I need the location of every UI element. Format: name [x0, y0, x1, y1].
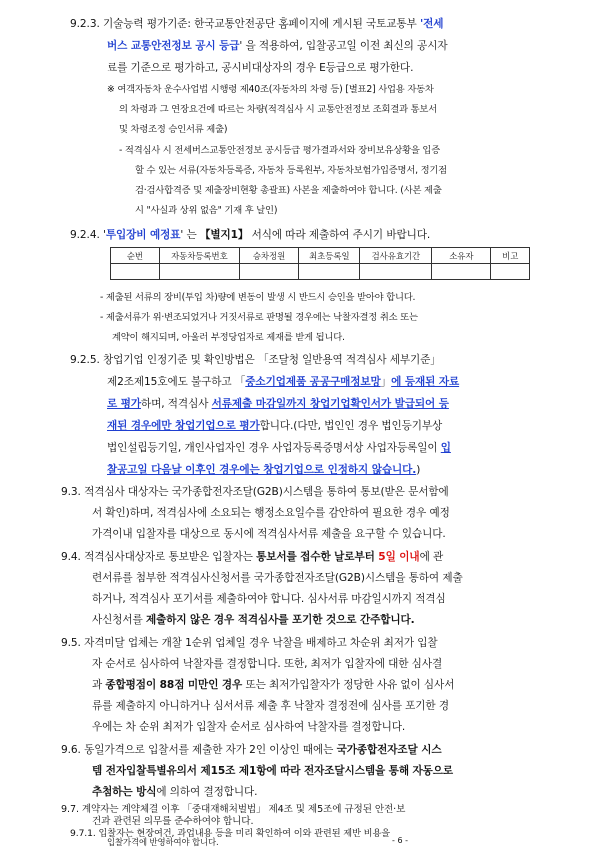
text: 또는 최저가입찰자가 정당한 사유 없이 심사서: [242, 679, 455, 691]
bold-text: 종합평점이 88점 미만인 경우: [105, 679, 243, 691]
section-number: 9.3.: [61, 486, 81, 498]
section-9-2-3-line3: 료를 기준으로 평가하고, 공시비대상자의 경우 E등급으로 평가한다.: [107, 62, 414, 74]
section-9-2-5-line2: [107, 372, 459, 394]
section-9-4-line2: 련서류를 첨부한 적격심사신청서를 국가종합전자조달(G2B)시스템을 통하여 제출: [92, 572, 463, 584]
note-line: - 제출된 서류의 장비(투입 차)량에 변동이 발생 시 반드시 승인을 받아야 합니다.: [100, 292, 416, 303]
section-9-3-line2: 서 확인)하며, 적격심사에 소요되는 행정소요일수를 감안하여 필요한 경우 예정: [92, 507, 450, 519]
section-number: 9.2.4.: [70, 229, 100, 241]
table-header-row: [111, 248, 530, 264]
highlight-text: 에 등재된 자료: [391, 376, 460, 388]
text: 사신청서를: [92, 614, 146, 626]
text: 법인설립등기일, 개인사업자인 경우 사업자등록증명서상 사업자등록일이: [107, 442, 441, 454]
section-9-5-line5: 우에는 차 순위 최저가 입찰자 순서로 심사하여 낙찰자를 결정합니다.: [92, 721, 406, 733]
table-row: [111, 264, 530, 280]
text: 제2조제15호에도 불구하고 「: [107, 376, 246, 388]
section-9-2-3-line1: [70, 14, 443, 36]
highlight-text: 재된 경우에만 창업기업으로 평가: [107, 420, 260, 432]
section-9-4-line1: [61, 547, 443, 569]
bold-text: 【별지1】: [199, 229, 249, 241]
dash-line: 시 "사실과 상위 없음" 기재 후 날인): [135, 205, 278, 216]
table-header-cell: 순번: [111, 248, 160, 264]
table-cell: [299, 264, 360, 280]
dash-line: 검·검사합격증 및 제출장비현황 총괄표) 사본을 제출하여야 합니다. (사본 제출: [135, 185, 442, 196]
note-line: ※ 여객자동차 운수사업법 시행령 제40조(자동차의 차령 등) [별표2] 사업용 자동차: [107, 84, 434, 95]
table-header-cell: 검사유효기간: [360, 248, 432, 264]
section-9-5-line2: 자 순서로 심사하여 낙찰자를 결정합니다. 또한, 최저가 입찰자에 대한 심사결: [92, 658, 443, 670]
section-9-4-line3: 하거나, 적격심사 포기서를 제출하여야 합니다. 심사서류 마감일시까지 적격심: [92, 593, 446, 605]
bold-text: 추첨하는 방식: [92, 786, 157, 798]
section-9-3-line1: [61, 482, 449, 504]
section-9-7-line2: 건과 관련된 의무를 준수하여야 합니다.: [92, 816, 254, 827]
section-9-7-1-line2: 입찰가격에 반영하여야 합니다.: [107, 837, 219, 847]
note-line: - 제출서류가 위·변조되었거나 거짓서류로 판명될 경우에는 낙찰자결정 취소 또는: [100, 312, 418, 323]
text: 창업기업 인정기준 및 확인방법은 「조달청 일반용역 적격심사 세부기준」: [103, 354, 441, 366]
table-header-cell: 비고: [491, 248, 530, 264]
section-9-5-line3: [92, 675, 454, 697]
text: 서식에 따라 제출하여 주시기 바랍니다.: [248, 229, 431, 241]
table-cell: [432, 264, 491, 280]
section-9-2-5-line1: [70, 350, 441, 372]
text: 기술능력 평가기준: 한국교통안전공단 홈페이지에 게시된 국토교통부: [103, 18, 420, 30]
table-header-cell: 최초등록일: [299, 248, 360, 264]
text: 하며, 적격심사: [141, 398, 212, 410]
section-number: 9.7.: [61, 804, 79, 815]
note-line: 의 차령과 그 연장요건에 따르는 차량(적격심사 시 교통안전정보 조회결과 통보서: [119, 104, 437, 115]
text: 」: [380, 376, 392, 388]
section-9-4-line4: [92, 610, 415, 632]
section-9-2-4-line1: [70, 225, 430, 247]
bold-text: 국가종합전자조달 시스: [336, 744, 442, 756]
section-9-2-5-line4: [107, 416, 442, 438]
highlight-text: 입: [440, 442, 451, 454]
highlight-text: 중소기업제품 공공구매정보망: [245, 376, 381, 388]
section-number: 9.7.1.: [70, 828, 96, 839]
highlight-text: 찰공고일 다음날 이후인 경우에는 창업기업으로 인정하지 않습니다.: [107, 464, 417, 476]
section-9-2-5-line3: [107, 394, 449, 416]
section-9-7-line1: [61, 804, 405, 816]
text: 동일가격으로 입찰서를 제출한 자가 2인 이상인 때에는: [84, 744, 337, 756]
section-9-6-line3: [92, 782, 257, 804]
text: 에 의하여 결정합니다.: [156, 786, 258, 798]
section-9-5-line4: 류를 제출하지 아니하거나 심서서류 제출 후 낙찰자 결정전에 심사를 포기한 경: [92, 700, 449, 712]
text: 과: [92, 679, 106, 691]
dash-line: - 적격심사 시 전세버스교통안전정보 공시등급 평가결과서와 장비보유상황을 입증: [119, 145, 440, 156]
text: 에 관: [419, 551, 444, 563]
bold-text: 제출하지 않은 경우 적격심사를 포기한 것으로 간주합니다.: [145, 614, 415, 626]
red-text: 5일 이내: [378, 551, 420, 563]
table-header-cell: 자동차등록번호: [159, 248, 239, 264]
text: ' 는: [180, 229, 200, 241]
text: 자격미달 업체는 개찰 1순위 업체일 경우 낙찰을 배제하고 차순위 최저가 입찰: [84, 637, 438, 649]
section-9-6-line2: 템 전자입찰특별유의서 제15조 제1항에 따라 전자조달시스템을 통해 자동으로: [92, 765, 454, 777]
highlight-text: '전세: [419, 18, 444, 30]
text: 적격심사 대상자는 국가종합전자조달(G2B)시스템을 통하여 통보(받은 문서함에: [84, 486, 449, 498]
table-cell: [111, 264, 160, 280]
note-line: 및 차령조정 승인서류 제출): [119, 124, 228, 135]
section-9-3-line3: 가격이내 입찰자를 대상으로 동시에 적격심사서류 제출을 요구할 수 있습니다.: [92, 528, 446, 540]
text: ): [416, 464, 421, 476]
table-header-cell: 소유자: [432, 248, 491, 264]
highlight-text: 서류제출 마감일까지 창업기업확인서가 발급되어 등: [211, 398, 449, 410]
table-cell: [159, 264, 239, 280]
section-9-2-5-line6: [107, 460, 420, 482]
highlight-text: 버스 교통안전정보 공시 등급: [107, 40, 240, 52]
text: 합니다.(다만, 법인인 경우 법인등기부상: [259, 420, 443, 432]
section-9-2-3-line2: [107, 36, 447, 58]
text: 입찰자는 현장여건, 과업내용 등을 미리 확인하여 이와 관련된 제반 비용을: [98, 828, 390, 839]
table-cell: [360, 264, 432, 280]
highlight-text: 로 평가: [107, 398, 141, 410]
page-number: - 6 -: [392, 836, 408, 845]
section-number: 9.2.5.: [70, 354, 100, 366]
dash-line: 할 수 있는 서류(자동차등록증, 자동차 등록원부, 자동차보험가입증명서, 정기점: [135, 165, 447, 176]
table-cell: [491, 264, 530, 280]
section-9-2-5-line5: [107, 438, 451, 460]
section-9-6-line1: [61, 740, 442, 762]
section-number: 9.2.3.: [70, 18, 100, 30]
text: 계약자는 계약체결 이후 「중대재해처벌법」 제4조 및 제5조에 규정된 안전·보: [81, 804, 406, 815]
table-cell: [239, 264, 298, 280]
highlight-text: 투입장비 예정표: [105, 229, 181, 241]
bold-text: 통보서를 접수한 날로부터: [256, 551, 379, 563]
section-number: 9.6.: [61, 744, 81, 756]
table-header-cell: 승차정원: [239, 248, 298, 264]
section-number: 9.5.: [61, 637, 81, 649]
section-number: 9.4.: [61, 551, 81, 563]
equipment-table: [110, 247, 530, 280]
note-line: 계약이 해지되며, 아울러 부정당업자로 제재를 받게 됩니다.: [112, 332, 345, 343]
text: ': [103, 229, 106, 241]
text: 적격심사대상자로 통보받은 입찰자는: [84, 551, 257, 563]
section-9-5-line1: [61, 633, 438, 655]
text: ' 을 적용하여, 입찰공고일 이전 최신의 공시자: [239, 40, 448, 52]
